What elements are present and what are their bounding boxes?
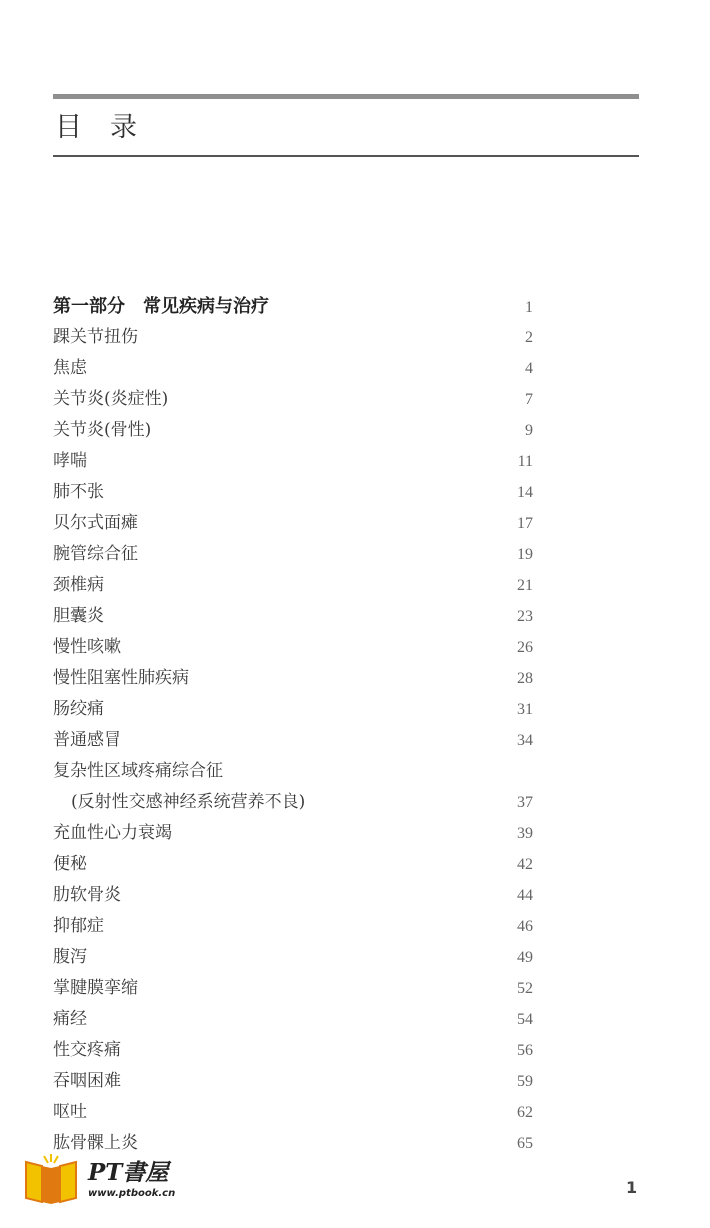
book-logo-icon [22,1154,80,1204]
toc-entry-label: 关节炎(炎症性) [53,389,169,409]
toc-entry-label: 哮喘 [53,451,87,471]
toc-entry-page: 21 [517,577,533,594]
toc-entry-page: 23 [517,608,533,625]
toc-entry-row[interactable] [53,415,533,446]
toc-entry-row[interactable] [53,911,533,942]
toc-entry-label: 踝关节扭伤 [53,327,138,347]
toc-entry-page: 46 [517,918,533,935]
toc-section-row[interactable] [53,291,533,322]
toc-entry-label: 性交疼痛 [53,1040,121,1060]
toc-entry-page: 62 [517,1104,533,1121]
toc-entry-label: 充血性心力衰竭 [53,823,172,843]
toc-entry-page: 59 [517,1073,533,1090]
toc-entry-page: 44 [517,887,533,904]
toc-section-page: 1 [525,299,533,316]
toc-entry-page: 17 [517,515,533,532]
toc-entry-label: 便秘 [53,854,87,874]
page-title: 目录 [55,112,165,143]
toc-entry-row[interactable] [53,570,533,601]
toc-entry-label: 吞咽困难 [53,1071,121,1091]
toc-entry-page: 49 [517,949,533,966]
toc-entry-page: 34 [517,732,533,749]
toc-entry-row[interactable] [53,663,533,694]
toc-entry-row[interactable] [53,725,533,756]
toc-entry-row[interactable] [53,539,533,570]
toc-entry-label: 焦虑 [53,358,87,378]
title-underline [53,155,639,157]
toc-entry-row[interactable] [53,818,533,849]
toc-entry-row[interactable] [53,1097,533,1128]
toc-entry-row[interactable] [53,973,533,1004]
top-rule [53,94,639,99]
toc-entry-row[interactable] [53,942,533,973]
toc-entry-label: 肺不张 [53,482,104,502]
watermark-url: www.ptbook.cn [88,1188,176,1199]
toc-entry-page: 65 [517,1135,533,1152]
toc-entry-row[interactable] [53,601,533,632]
toc-entry-page: 11 [517,453,533,470]
toc-entry-label: 关节炎(骨性) [53,420,152,440]
toc-entry-row[interactable] [53,849,533,880]
watermark-logo [22,1150,202,1210]
toc-entry-row[interactable] [53,1004,533,1035]
watermark-brand: PT書屋 [88,1159,169,1186]
toc-entry-label: 肋软骨炎 [53,885,121,905]
toc-entry-row[interactable] [53,322,533,353]
toc-entry-label: 胆囊炎 [53,606,104,626]
toc-entry-label: 痛经 [53,1009,87,1029]
toc-entry-row[interactable] [53,1035,533,1066]
toc-entry-page: 31 [517,701,533,718]
toc-entry-label: 腹泻 [53,947,87,967]
toc-entry-page: 19 [517,546,533,563]
page-number: 1 [626,1178,638,1197]
toc-entry-row[interactable] [53,1066,533,1097]
toc-entry-label: 贝尔式面瘫 [53,513,138,533]
toc-entry-row[interactable] [53,508,533,539]
table-of-contents [53,291,533,1159]
toc-entry-page: 52 [517,980,533,997]
toc-entry-row[interactable] [53,632,533,663]
toc-entry-label: 普通感冒 [53,730,121,750]
toc-entry-page: 7 [525,391,533,408]
toc-entry-label: 呕吐 [53,1102,87,1122]
toc-entry-label: (反射性交感神经系统营养不良) [71,792,306,812]
toc-entry-label: 抑郁症 [53,916,104,936]
toc-entry-page: 28 [517,670,533,687]
toc-entry-page: 56 [517,1042,533,1059]
toc-entry-label: 肱骨髁上炎 [53,1133,138,1153]
toc-entry-page: 39 [517,825,533,842]
toc-entry-label: 肠绞痛 [53,699,104,719]
toc-entry-page: 42 [517,856,533,873]
toc-entry-row[interactable] [53,477,533,508]
toc-entry-row[interactable] [53,880,533,911]
toc-entry-page: 26 [517,639,533,656]
toc-entry-label: 复杂性区域疼痛综合征 [53,761,223,781]
toc-entry-row[interactable] [53,787,533,818]
toc-entry-row[interactable] [53,384,533,415]
toc-entry-label: 慢性阻塞性肺疾病 [53,668,189,688]
toc-entry-label: 掌腱膜挛缩 [53,978,138,998]
toc-entry-page: 14 [517,484,533,501]
toc-entry-row[interactable] [53,446,533,477]
toc-entry-label: 腕管综合征 [53,544,138,564]
toc-entry-label: 慢性咳嗽 [53,637,121,657]
toc-entry-row[interactable] [53,353,533,384]
toc-entry-row[interactable] [53,694,533,725]
toc-entry-page: 37 [517,794,533,811]
toc-entry-label: 颈椎病 [53,575,104,595]
toc-entry-page: 54 [517,1011,533,1028]
toc-entry-row[interactable] [53,756,533,787]
toc-entry-page: 9 [525,422,533,439]
toc-entry-page: 4 [525,360,533,377]
toc-entry-page: 2 [525,329,533,346]
toc-section-label: 第一部分 常见疾病与治疗 [53,296,269,317]
